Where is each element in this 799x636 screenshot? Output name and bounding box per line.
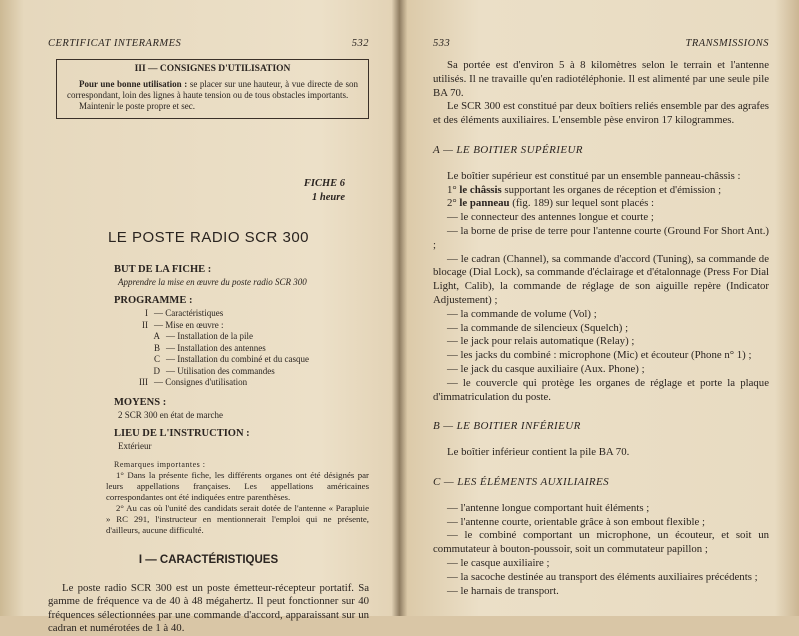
moyens-text: 2 SCR 300 en état de marche xyxy=(118,409,223,420)
list-item: — le cadran (Channel), sa commande d'accord (Tuning), sa commande de blocage (Dial Lock), sa commande d'éclairage et d'étalonnage (Press For Dial Light, Calib), la commande de réglage de son aiguille repère (Indicator Adjustement) ; xyxy=(433,252,769,306)
section-heading-b xyxy=(433,420,769,434)
list-item: — le harnais de transport. xyxy=(447,584,559,597)
page-number: 533 xyxy=(433,38,451,49)
item-term: le châssis xyxy=(459,183,502,196)
item-term: le panneau xyxy=(459,197,510,210)
item-desc: (fig. 189) sur lequel sont placés : xyxy=(512,197,655,210)
section-heading-a xyxy=(433,144,769,158)
list-item: — les jacks du combiné : microphone (Mic) et écouteur (Phone n° 1) ; xyxy=(447,349,752,362)
list-item: — la sacoche destinée au transport des éléments auxiliaires précédents ; xyxy=(447,570,758,583)
box-text-2: Maintenir le poste propre et sec. xyxy=(79,101,195,111)
programme-item xyxy=(114,354,369,366)
programme-text: — Installation de la pile xyxy=(166,331,253,341)
right-page xyxy=(401,0,799,616)
programme-text: — Consignes d'utilisation xyxy=(154,377,248,387)
list-item: — le connecteur des antennes longue et courte ; xyxy=(447,211,654,224)
chapter-heading xyxy=(48,554,369,566)
consignes-box xyxy=(56,59,369,119)
chapter-title: I — CARACTÉRISTIQUES xyxy=(138,553,279,566)
programme-text: — Caractéristiques xyxy=(154,308,224,318)
list-item: — la borne de prise de terre pour l'antenne courte (Ground For Short Ant.) ; xyxy=(433,224,769,251)
moyens-heading: MOYENS : xyxy=(114,396,167,408)
item-desc: supportant les organes de réception et d'émission ; xyxy=(504,183,722,196)
item-number: 1° xyxy=(447,183,457,196)
fiche-duration: 1 heure xyxy=(312,192,345,203)
running-header-right xyxy=(433,38,769,49)
programme-key: III xyxy=(139,377,148,387)
paragraph-constitution: Le SCR 300 est constitué par deux boîtiers reliés ensemble par des agrafes et des éléments auxiliaires. L'ensemble pèse environ 17 kilogrammes. xyxy=(433,100,770,127)
programme-key: A xyxy=(153,331,160,341)
remarks xyxy=(106,459,369,536)
programme-text: — Mise en œuvre : xyxy=(154,319,224,330)
programme-key: D xyxy=(153,365,160,376)
paragraph-portee: Sa portée est d'environ 5 à 8 kilomètres selon le terrain et l'antenne utilisés. Il ne travaille qu'en radiotéléphonie. Il est alimenté par une seule pile BA 70. xyxy=(433,59,769,99)
programme-text: — Installation des antennes xyxy=(166,342,266,353)
programme-key: I xyxy=(145,308,148,318)
programme-key: II xyxy=(142,319,148,330)
box-title: III — CONSIGNES D'UTILISATION xyxy=(134,64,291,74)
page-number: 532 xyxy=(351,38,369,49)
box-text xyxy=(67,79,358,101)
lieu-text: Extérieur xyxy=(118,440,152,451)
paragraph-a: Le boîtier supérieur est constitué par un ensemble panneau-châssis : xyxy=(447,169,741,182)
item-panneau xyxy=(433,197,769,211)
item-number: 2° xyxy=(447,197,457,210)
programme-item xyxy=(114,308,369,320)
programme-item xyxy=(114,331,369,343)
programme-text: — Installation du combiné et du casque xyxy=(166,354,309,364)
left-page xyxy=(0,0,399,634)
but-text: Apprendre la mise en œuvre du poste radio SCR 300 xyxy=(118,277,307,287)
paragraph-b: Le boîtier inférieur contient la pile BA 70. xyxy=(447,446,630,459)
fiche-sections xyxy=(106,264,369,536)
running-title: CERTIFICAT INTERARMES xyxy=(48,38,182,49)
page-title: LE POSTE RADIO SCR 300 xyxy=(107,229,310,246)
list-item: — l'antenne courte, orientable grâce à son embout flexible ; xyxy=(447,515,705,528)
running-header-left xyxy=(48,38,369,49)
list-item: — le jack du casque auxiliaire (Aux. Phone) ; xyxy=(447,362,645,375)
body-paragraph: Le poste radio SCR 300 est un poste émetteur-récepteur portatif. Sa gamme de fréquence va de 40 à 48 mégahertz. Il peut fonctionner sur 40 fréquences sélectionnées par une commande d'accord, apparaissant sur un cadran et numérotées de 1 à 40. xyxy=(48,581,369,634)
list-item: — l'antenne longue comportant huit éléments ; xyxy=(447,501,650,514)
section-title-b: B — LE BOITIER INFÉRIEUR xyxy=(433,420,581,433)
programme-item xyxy=(114,377,369,389)
section-title-c: C — LES ÉLÉMENTS AUXILIAIRES xyxy=(433,475,609,488)
item-chassis xyxy=(433,184,769,198)
programme-list xyxy=(114,308,369,389)
remarks-heading: Remarques importantes : xyxy=(114,459,206,469)
list-item: — le combiné comportant un microphone, un écouteur, et soit un commutateur à bouton-poussoir, soit un commutateur papillon ; xyxy=(433,529,769,556)
programme-heading: PROGRAMME : xyxy=(114,295,193,306)
fiche-number: FICHE 6 xyxy=(303,178,345,189)
lieu-heading: LIEU DE L'INSTRUCTION : xyxy=(114,427,250,439)
programme-key: C xyxy=(153,354,160,364)
section-title-a: A — LE BOITIER SUPÉRIEUR xyxy=(433,143,583,156)
right-content xyxy=(433,59,769,598)
but-heading: BUT DE LA FICHE : xyxy=(114,264,212,275)
programme-key: B xyxy=(153,342,160,353)
programme-text: — Utilisation des commandes xyxy=(166,365,275,376)
box-lead: Pour une bonne utilisation : xyxy=(79,79,188,89)
section-heading-c xyxy=(433,476,769,490)
fiche-label xyxy=(48,177,345,205)
box-body: se placer sur une hauteur, à vue directe de son correspondant, loin des lignes à haute tension ou de tous obstacles importants. xyxy=(67,79,358,100)
remark-2: 2° Au cas où l'unité des candidats serait dotée de l'antenne « Parapluie » RC 291, l'instructeur en mentionnerait l'emploi qui ne présente, d'ailleurs, aucune difficulté. xyxy=(106,502,369,535)
running-title: TRANSMISSIONS xyxy=(685,38,769,49)
list-item: — le jack pour relais automatique (Relay) ; xyxy=(447,335,635,348)
programme-item xyxy=(114,343,369,355)
programme-item xyxy=(114,320,369,332)
list-item: — la commande de volume (Vol) ; xyxy=(447,307,597,320)
list-item: — la commande de silencieux (Squelch) ; xyxy=(447,321,629,334)
remark-1: 1° Dans la présente fiche, les différents organes ont été désignés par leurs appellations françaises. Les appellations américaines correspondantes ont été indiquées entre parenthèses. xyxy=(106,469,369,502)
programme-item xyxy=(114,366,369,378)
list-item: — le couvercle qui protège les organes de réglage et porte la plaque d'immatriculation du poste. xyxy=(433,376,769,403)
list-item: — le casque auxiliaire ; xyxy=(447,556,550,569)
